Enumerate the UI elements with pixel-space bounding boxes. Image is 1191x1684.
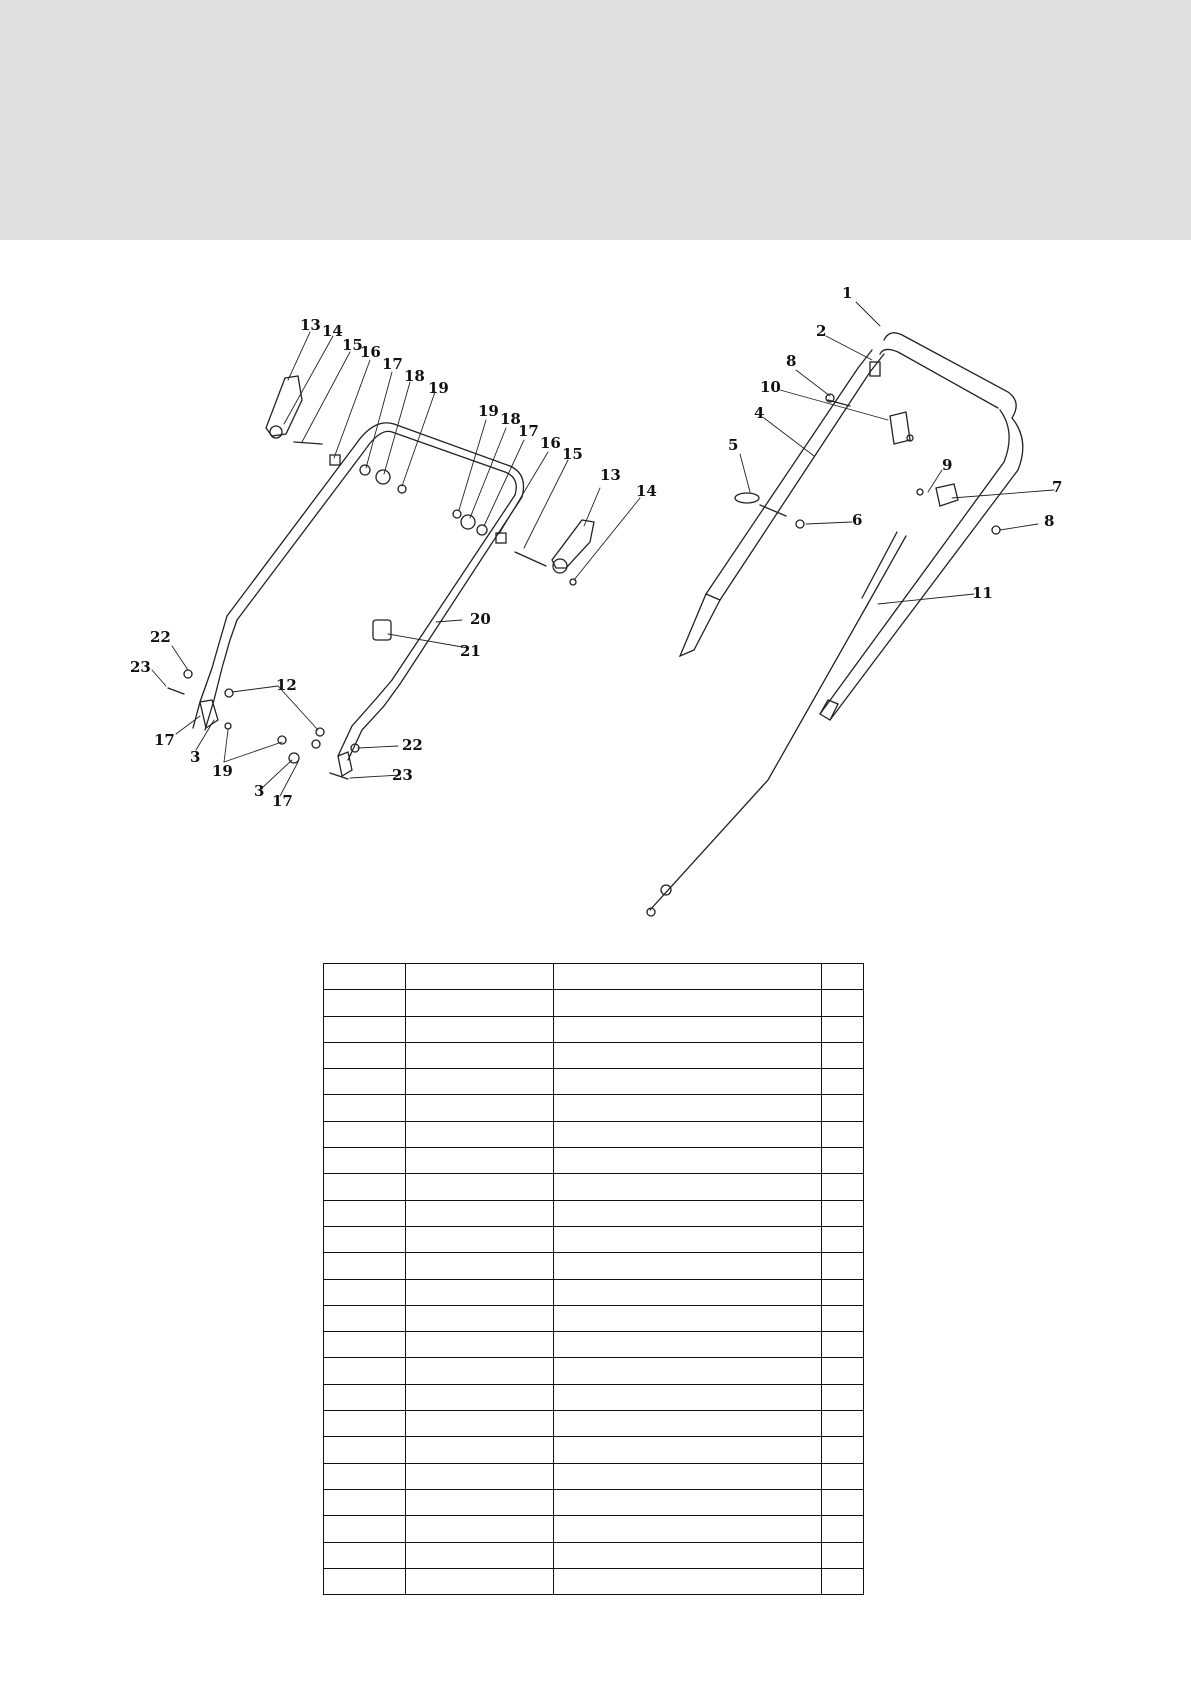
table-cell [406, 1332, 554, 1358]
table-cell [554, 1016, 822, 1042]
table-cell [324, 1489, 406, 1515]
left-fasteners [168, 442, 576, 779]
callout: 2 [816, 322, 827, 340]
table-row [324, 1069, 864, 1095]
table-cell [822, 1489, 864, 1515]
table-cell [822, 1016, 864, 1042]
table-cell [324, 1148, 406, 1174]
callout: 19 [428, 379, 449, 397]
table-cell [822, 1095, 864, 1121]
table-cell [554, 1542, 822, 1568]
table-row [324, 1542, 864, 1568]
table-cell [406, 1279, 554, 1305]
table-cell [324, 1542, 406, 1568]
table-cell [554, 1253, 822, 1279]
callout: 17 [154, 731, 175, 749]
table-cell [554, 1384, 822, 1410]
table-cell [554, 1568, 822, 1594]
callout: 14 [636, 482, 657, 500]
table-row [324, 1095, 864, 1121]
callout: 1 [842, 284, 853, 302]
table-cell [554, 1516, 822, 1542]
table-cell [822, 1463, 864, 1489]
callout: 19 [212, 762, 233, 780]
table-cell [554, 1305, 822, 1331]
table-cell [324, 1305, 406, 1331]
table-cell [406, 1384, 554, 1410]
table-row [324, 1016, 864, 1042]
table-cell [554, 1489, 822, 1515]
callout: 10 [760, 378, 781, 396]
table-cell [324, 1121, 406, 1147]
table-cell [822, 1121, 864, 1147]
table-cell [406, 1542, 554, 1568]
table-cell [554, 1279, 822, 1305]
callout: 22 [150, 628, 171, 646]
table-cell [822, 1332, 864, 1358]
callout: 9 [942, 456, 953, 474]
table-row [324, 1568, 864, 1594]
callout: 5 [728, 436, 739, 454]
table-cell [822, 1253, 864, 1279]
table-cell [822, 1568, 864, 1594]
table-cell [822, 1384, 864, 1410]
table-cell [822, 1042, 864, 1068]
table-cell [406, 1568, 554, 1594]
table-row [324, 1200, 864, 1226]
table-cell [406, 1042, 554, 1068]
table-cell [554, 1463, 822, 1489]
table-cell [324, 1516, 406, 1542]
table-cell [406, 1174, 554, 1200]
table-cell [406, 1358, 554, 1384]
callout: 16 [360, 343, 381, 361]
table-cell [822, 1437, 864, 1463]
table-cell [554, 1148, 822, 1174]
table-cell [554, 1069, 822, 1095]
table-cell [406, 1253, 554, 1279]
table-row [324, 1253, 864, 1279]
table-row [324, 964, 864, 990]
callout: 18 [404, 367, 425, 385]
table-cell [324, 964, 406, 990]
table-row [324, 1489, 864, 1515]
table-cell [406, 1121, 554, 1147]
callout: 6 [852, 511, 863, 529]
table-cell [324, 1358, 406, 1384]
table-cell [324, 1016, 406, 1042]
table-row [324, 1121, 864, 1147]
table-cell [406, 1463, 554, 1489]
callout: 18 [500, 410, 521, 428]
callout: 3 [254, 782, 265, 800]
left-lever-13a [266, 376, 302, 438]
table-cell [822, 1305, 864, 1331]
callout: 15 [342, 336, 363, 354]
callout: 8 [1044, 512, 1055, 530]
table-cell [554, 964, 822, 990]
table-cell [406, 1411, 554, 1437]
callout: 23 [130, 658, 151, 676]
table-cell [822, 1279, 864, 1305]
table-cell [822, 1174, 864, 1200]
callout: 17 [272, 792, 293, 810]
table-row [324, 1279, 864, 1305]
table-cell [406, 1148, 554, 1174]
table-cell [324, 1042, 406, 1068]
table-cell [554, 1121, 822, 1147]
table-cell [822, 1200, 864, 1226]
table-row [324, 1463, 864, 1489]
table-cell [406, 1200, 554, 1226]
table-row [324, 1148, 864, 1174]
table-cell [324, 1437, 406, 1463]
table-cell [324, 1095, 406, 1121]
callout: 17 [518, 422, 539, 440]
table-cell [324, 1332, 406, 1358]
table-cell [822, 1069, 864, 1095]
table-row [324, 990, 864, 1016]
callout: 4 [754, 404, 765, 422]
table-cell [324, 1174, 406, 1200]
table-cell [554, 1042, 822, 1068]
table-cell [822, 1411, 864, 1437]
callout: 20 [470, 610, 491, 628]
table-cell [822, 990, 864, 1016]
table-row [324, 1516, 864, 1542]
callout: 14 [322, 322, 343, 340]
table-cell [406, 990, 554, 1016]
table-cell [822, 1516, 864, 1542]
table-cell [324, 990, 406, 1016]
table-row [324, 1226, 864, 1252]
callout: 7 [1052, 478, 1063, 496]
table-cell [822, 964, 864, 990]
callout: 19 [478, 402, 499, 420]
right-lever-13b [552, 520, 594, 573]
callout: 13 [600, 466, 621, 484]
table-cell [324, 1568, 406, 1594]
right-handle-frame [647, 333, 1023, 916]
table-cell [324, 1463, 406, 1489]
table-cell [822, 1226, 864, 1252]
table-cell [406, 1437, 554, 1463]
table-cell [406, 964, 554, 990]
table-cell [324, 1411, 406, 1437]
table-cell [822, 1148, 864, 1174]
table-cell [554, 1095, 822, 1121]
table-row [324, 1042, 864, 1068]
table-cell [324, 1384, 406, 1410]
parts-list-table [323, 963, 864, 1595]
table-cell [406, 1516, 554, 1542]
table-cell [324, 1069, 406, 1095]
left-handle-frame [193, 423, 524, 776]
table-cell [822, 1358, 864, 1384]
left-callouts [130, 316, 657, 810]
callout: 8 [786, 352, 797, 370]
table-row [324, 1174, 864, 1200]
table-cell [554, 1200, 822, 1226]
table-row [324, 1437, 864, 1463]
table-cell [554, 1411, 822, 1437]
callout: 16 [540, 434, 561, 452]
table-row [324, 1411, 864, 1437]
table-cell [406, 1095, 554, 1121]
callout: 13 [300, 316, 321, 334]
table-cell [554, 1226, 822, 1252]
table-row [324, 1332, 864, 1358]
table-cell [554, 990, 822, 1016]
table-cell [324, 1200, 406, 1226]
table-cell [324, 1253, 406, 1279]
table-cell [406, 1069, 554, 1095]
table-cell [822, 1542, 864, 1568]
callout: 23 [392, 766, 413, 784]
callout: 11 [972, 584, 993, 602]
table-cell [406, 1226, 554, 1252]
table-cell [406, 1016, 554, 1042]
table-cell [324, 1226, 406, 1252]
callout: 22 [402, 736, 423, 754]
table-cell [406, 1305, 554, 1331]
table-cell [406, 1489, 554, 1515]
callout: 17 [382, 355, 403, 373]
table-cell [554, 1332, 822, 1358]
table-row [324, 1384, 864, 1410]
callout: 3 [190, 748, 201, 766]
callout: 15 [562, 445, 583, 463]
table-cell [554, 1437, 822, 1463]
callout: 21 [460, 642, 481, 660]
table-cell [554, 1174, 822, 1200]
table-row [324, 1305, 864, 1331]
table-row [324, 1358, 864, 1384]
callout: 12 [276, 676, 297, 694]
table-cell [324, 1279, 406, 1305]
table-cell [554, 1358, 822, 1384]
